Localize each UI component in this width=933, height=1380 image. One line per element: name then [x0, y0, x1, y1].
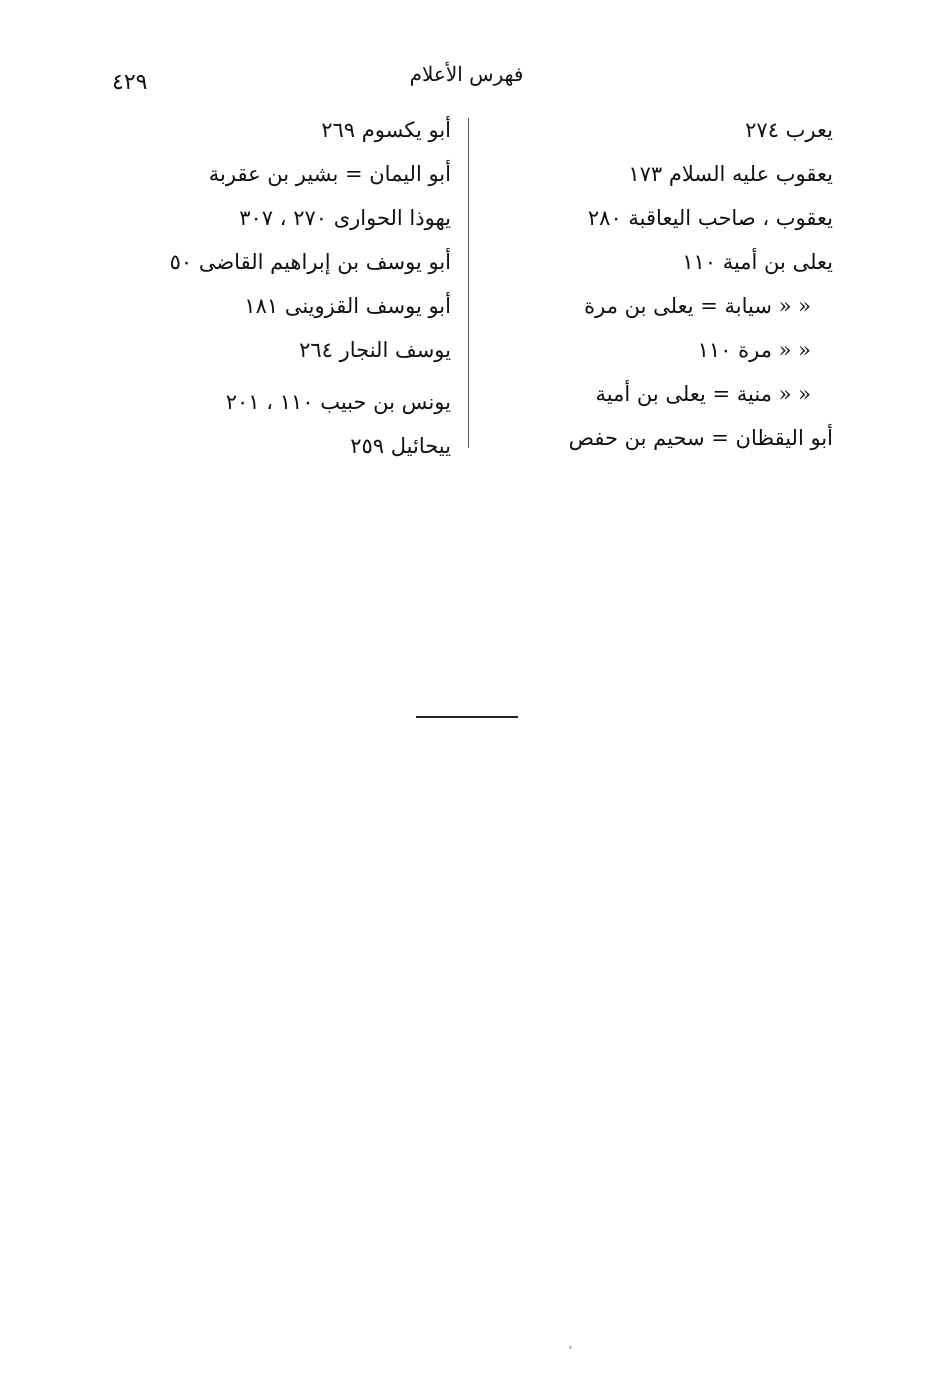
index-entry: أبو اليمان = بشير بن عقربة [208, 162, 451, 186]
running-title: فهرس الأعلام [409, 62, 524, 86]
index-entry: يهوذا الحوارى ٢٧٠ ، ٣٠٧ [239, 206, 451, 230]
end-rule [416, 716, 518, 718]
index-entry: يعقوب عليه السلام ١٧٣ [628, 162, 833, 186]
page-number: ٤٢٩ [112, 70, 148, 95]
index-entry: يعقوب ، صاحب اليعاقبة ٢٨٠ [587, 206, 833, 230]
index-entry: « « سيابة = يعلى بن مرة [584, 294, 811, 318]
index-entry: أبو يوسف بن إبراهيم القاضى ٥٠ [169, 250, 451, 274]
index-entry: يعلى بن أمية ١١٠ [682, 250, 833, 274]
index-column-left [121, 108, 451, 468]
index-entry: يونس بن حبيب ١١٠ ، ٢٠١ [225, 390, 451, 414]
index-entry: أبو يكسوم ٢٦٩ [321, 118, 451, 142]
index-entry: يعرب ٢٧٤ [745, 118, 833, 142]
scan-speck [569, 1346, 572, 1349]
index-entry: ييحائيل ٢٥٩ [350, 434, 451, 458]
index-entry: « « منية = يعلى بن أمية [595, 382, 811, 406]
column-divider [468, 118, 469, 448]
index-entry: أبو اليقظان = سحيم بن حفص [568, 426, 833, 450]
index-entry: يوسف النجار ٢٦٤ [299, 338, 451, 362]
index-column-right [503, 108, 833, 460]
index-entry: « « مرة ١١٠ [697, 338, 811, 362]
index-entry: أبو يوسف القزوينى ١٨١ [244, 294, 451, 318]
